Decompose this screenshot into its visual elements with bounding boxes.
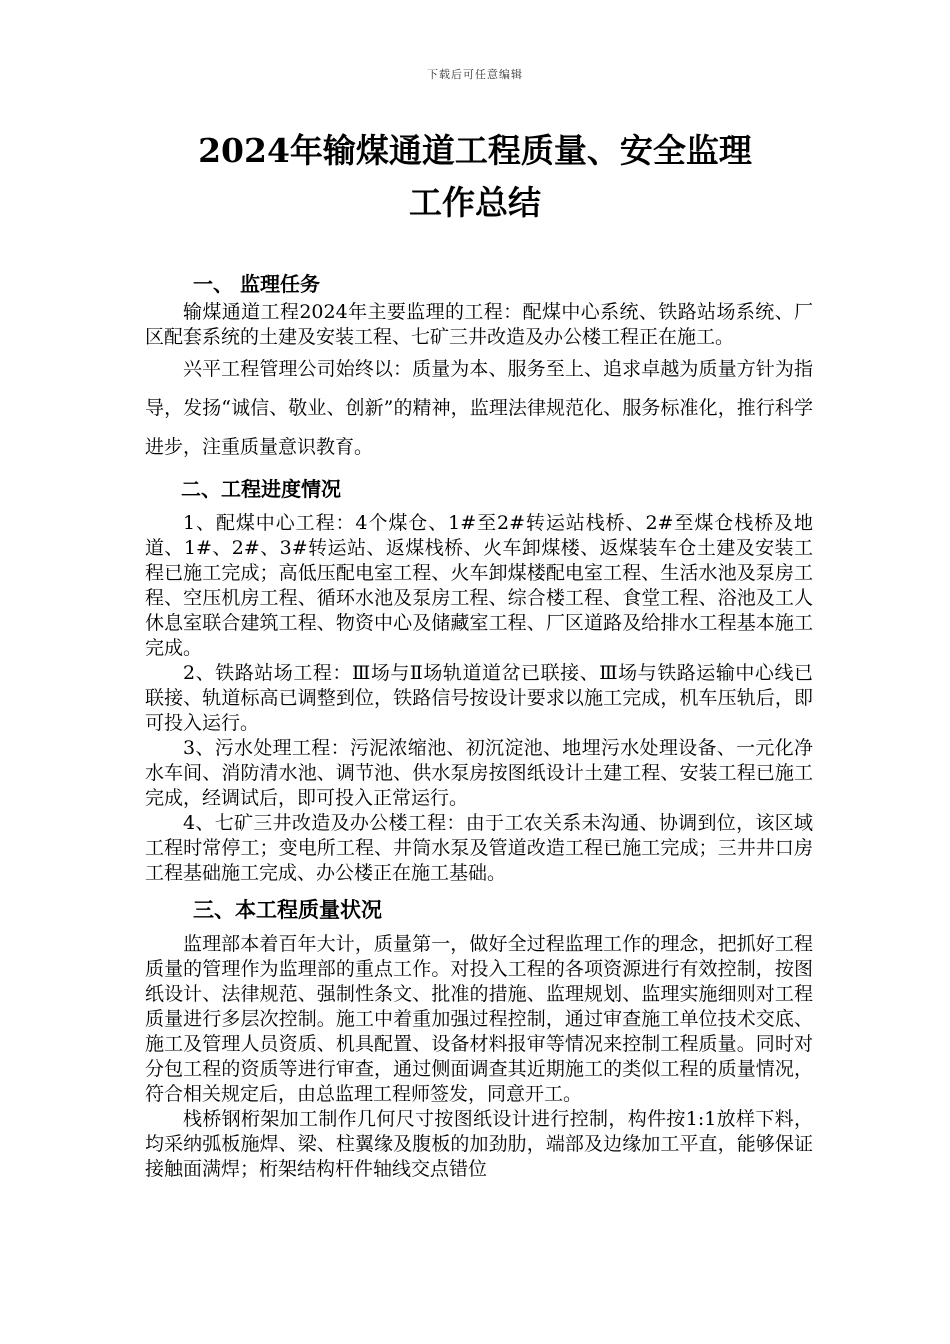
document-title-line-2: 工作总结 [409,183,541,222]
paragraph: 2、铁路站场工程：Ⅲ场与Ⅱ场轨道道岔已联接、Ⅲ场与铁路运输中心线已联接、轨道标高已调整到位，铁路信号按设计要求以施工完成，机车压轨后，即可投入运行。 [145,662,813,734]
document-body [145,268,813,1182]
paragraph: 3、污水处理工程：污泥浓缩池、初沉淀池、地埋污水处理设备、一元化净水车间、消防清水池、调节池、供水泵房按图纸设计土建工程、安装工程已施工完成，经调试后，即可投入正常运行。 [145,737,813,809]
header-note: 下载后可任意编辑 [427,68,523,81]
paragraph: 兴平工程管理公司始终以：质量为本、服务至上、追求卓越为质量方针为指导，发扬“诚信、敬业、创新”的精神，监理法律规范化、服务标准化，推行科学进步，注重质量意识教育。 [145,358,813,458]
paragraph: 4、七矿三井改造及办公楼工程：由于工农关系未沟通、协调到位，该区域工程时常停工；变电所工程、井筒水泵及管道改造工程已施工完成；三井井口房工程基础施工完成、办公楼正在施工基础。 [145,812,813,884]
paragraph: 1、配煤中心工程：4个煤仓、1#至2#转运站栈桥、2#至煤仓栈桥及地道、1#、2#、3#转运站、返煤栈桥、火车卸煤楼、返煤装车仓土建及安装工程已施工完成；高低压配电室工程、火车卸煤楼配电室工程、生活水池及泵房工程、空压机房工程、循环水池及泵房工程、综合楼工程、食堂工程、浴池及工人休息室联合建筑工程、物资中心及储藏室工程、厂区道路及给排水工程基本施工完成。 [145,512,813,659]
section-heading-quality-status: 三、本工程质量状况 [193,897,382,922]
paragraph: 输煤通道工程2024年主要监理的工程：配煤中心系统、铁路站场系统、厂区配套系统的土建及安装工程、七矿三井改造及办公楼工程正在施工。 [145,301,813,348]
document-title-line-1: 2024年输煤通道工程质量、安全监理 [198,131,752,170]
section-heading-progress: 二、工程进度情况 [181,477,341,501]
section-heading-supervision-tasks: 一、 监理任务 [193,272,320,296]
paragraph: 监理部本着百年大计，质量第一，做好全过程监理工作的理念，把抓好工程质量的管理作为监理部的重点工作。对投入工程的各项资源进行有效控制，按图纸设计、法律规范、强制性条文、批准的措施、监理规划、监理实施细则对工程质量进行多层次控制。施工中着重加强过程控制，通过审查施工单位技术交底、施工及管理人员资质、机具配置、设备材料报审等情况来控制工程质量。同时对分包工程的资质等进行审查，通过侧面调查其近期施工的类似工程的质量情况，符合相关规定后，由总监理工程师签发，同意开工。 [145,933,813,1105]
paragraph: 栈桥钢桁架加工制作几何尺寸按图纸设计进行控制，构件按1:1放样下料，均采纳弧板施焊、梁、柱翼缘及腹板的加劲肋，端部及边缘加工平直，能够保证接触面满焊；桁架结构杆件轴线交点错位 [145,1108,813,1180]
